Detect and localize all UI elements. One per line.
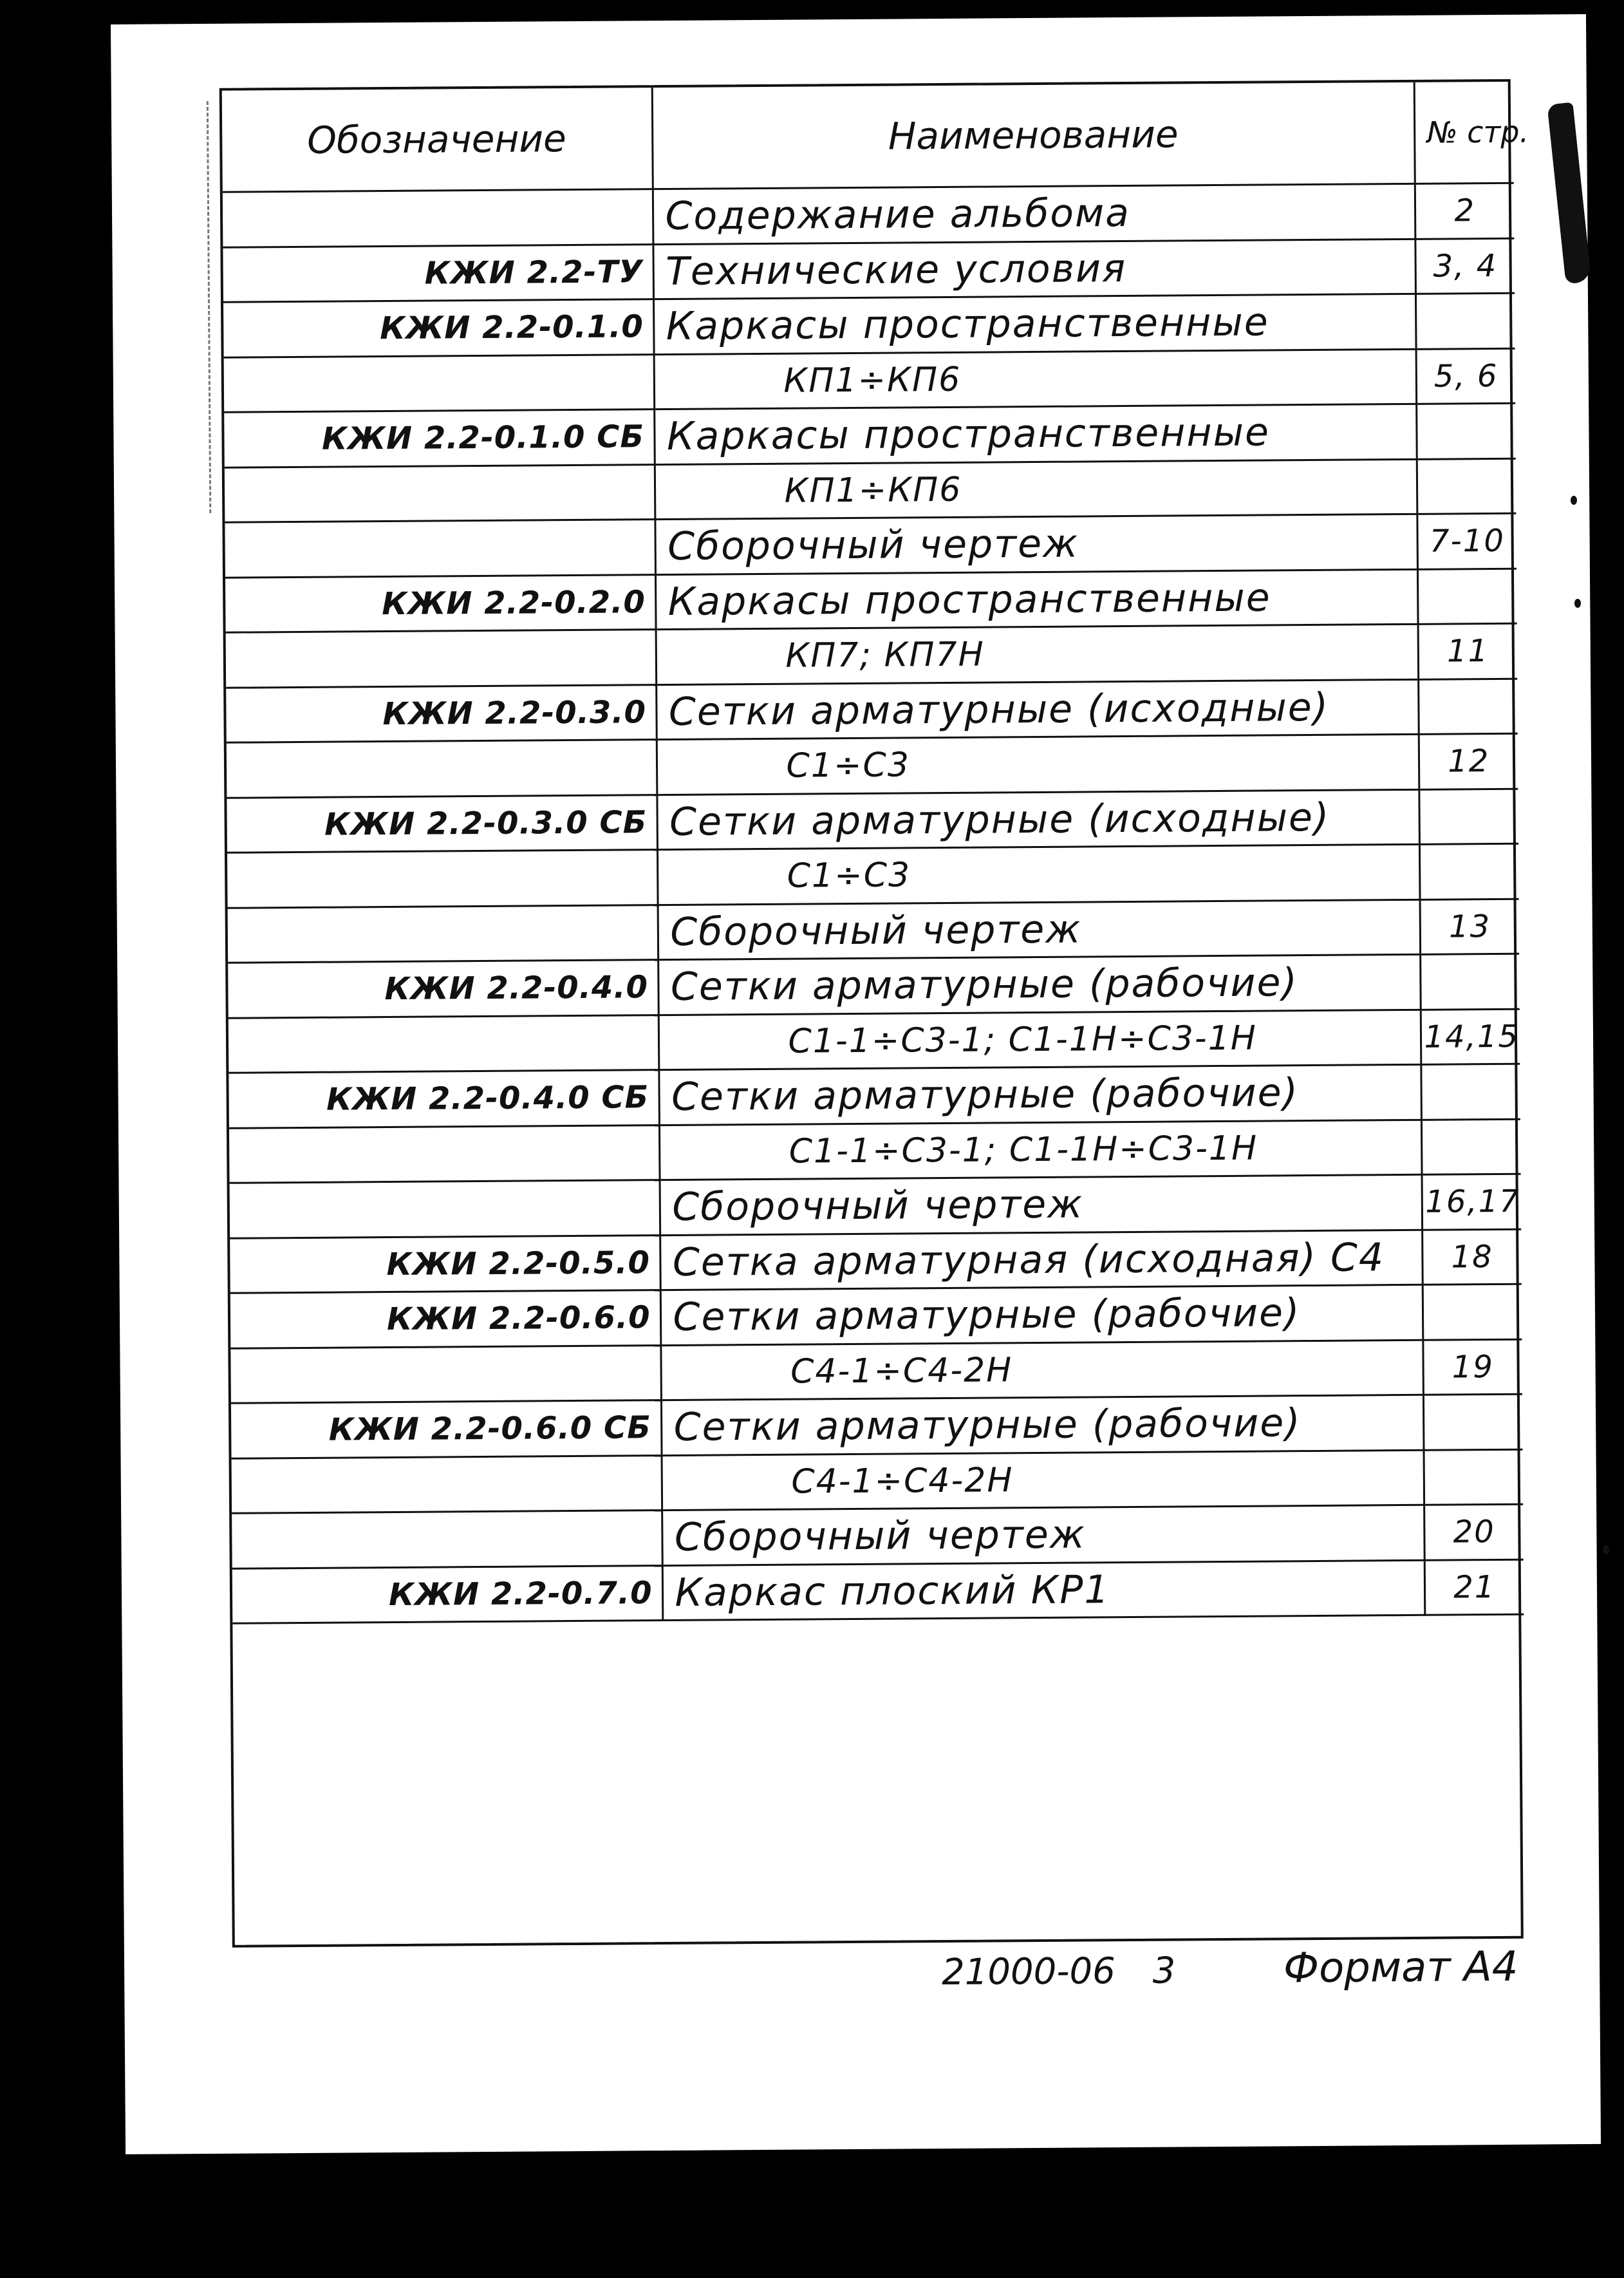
row-designation [223, 189, 653, 247]
row-name: Сетки арматурные (рабочие) [661, 1395, 1424, 1455]
table-row [230, 1229, 1522, 1294]
table-row [231, 1394, 1523, 1458]
paper-sheet [111, 14, 1601, 2154]
row-page [1421, 1064, 1520, 1120]
footer-sheet-number: 3 [1152, 1950, 1176, 1992]
row-designation [224, 354, 655, 412]
table-row [223, 183, 1515, 247]
row-name: Сборочный чертеж [662, 1505, 1424, 1565]
table-row [230, 1339, 1522, 1404]
row-name: С4-1÷С4-2Н [660, 1340, 1423, 1400]
table-row [228, 899, 1520, 963]
row-name: Технические условия [653, 239, 1415, 299]
row-designation: КЖИ 2.2-0.6.0 СБ [231, 1400, 662, 1458]
table-row [230, 1174, 1522, 1238]
row-page [1417, 569, 1517, 625]
row-name: Сетка арматурная (исходная) С4 [660, 1230, 1423, 1290]
row-name: Сборочный чертеж [658, 899, 1421, 960]
table-row [223, 293, 1515, 357]
row-designation [229, 1015, 659, 1073]
row-designation: КЖИ 2.2-0.1.0 [223, 299, 654, 357]
table-row [229, 1009, 1520, 1073]
row-designation [227, 850, 658, 908]
scan-dust-dot [1571, 496, 1577, 505]
scan-dust-dot [1603, 1545, 1609, 1554]
table-row [224, 348, 1516, 413]
row-page: 19 [1423, 1339, 1522, 1395]
table-row [229, 1064, 1520, 1128]
row-name: Каркасы пространственные [654, 404, 1417, 464]
table-row [230, 1284, 1522, 1348]
row-designation: КЖИ 2.2-0.4.0 СБ [229, 1070, 659, 1128]
table-row [232, 1449, 1524, 1514]
row-name: КП1÷КП6 [654, 349, 1417, 409]
table-row [229, 1119, 1521, 1183]
row-designation: КЖИ 2.2-0.3.0 [226, 684, 657, 742]
row-name: Сборочный чертеж [660, 1174, 1423, 1235]
row-page [1423, 1394, 1523, 1450]
row-page [1419, 789, 1518, 845]
table-row [226, 679, 1518, 743]
row-name: С1÷С3 [657, 844, 1420, 905]
row-name: Каркасы пространственные [655, 569, 1418, 630]
row-designation [226, 630, 657, 688]
row-name: КП1÷КП6 [655, 459, 1417, 520]
table-row [227, 789, 1518, 853]
row-page [1424, 1449, 1524, 1505]
row-page: 5, 6 [1416, 348, 1516, 404]
table-row [227, 733, 1518, 798]
row-page [1420, 954, 1520, 1010]
table-header-row [222, 82, 1514, 193]
row-designation: КЖИ 2.2-0.5.0 [230, 1235, 660, 1293]
table-row [232, 1559, 1524, 1624]
row-name: С1-1÷С3-1; С1-1Н÷С3-1Н [658, 1010, 1421, 1070]
row-designation [230, 1345, 661, 1403]
row-designation [228, 905, 658, 963]
row-designation [230, 1180, 660, 1238]
table-row [232, 1504, 1524, 1568]
header-page: № стр. [1414, 82, 1514, 184]
row-designation: КЖИ 2.2-0.1.0 СБ [224, 409, 655, 467]
row-page: 12 [1419, 733, 1518, 789]
table-row [225, 569, 1517, 633]
row-page: 7-10 [1417, 513, 1517, 569]
row-page [1418, 679, 1518, 735]
table-row [224, 403, 1516, 467]
header-designation: Обозначение [222, 88, 653, 192]
row-designation [232, 1511, 662, 1568]
row-name: С1÷С3 [657, 734, 1419, 795]
row-name: Сетки арматурные (исходные) [657, 789, 1419, 850]
row-page: 21 [1424, 1559, 1524, 1615]
row-designation: КЖИ 2.2-0.2.0 [225, 574, 656, 632]
row-designation: КЖИ 2.2-0.6.0 [230, 1290, 661, 1348]
row-name: Сборочный чертеж [655, 514, 1417, 574]
row-page [1419, 843, 1519, 899]
row-page [1416, 403, 1516, 459]
row-page: 14,15 [1421, 1009, 1520, 1065]
row-page: 3, 4 [1415, 238, 1515, 294]
row-page: 16,17 [1422, 1174, 1522, 1230]
row-designation: КЖИ 2.2-0.4.0 [228, 960, 658, 1018]
footer-format: Формат А4 [1283, 1943, 1518, 1993]
row-designation [232, 1455, 662, 1513]
row-name: Сетки арматурные (исходные) [656, 679, 1419, 740]
row-name: Сетки арматурные (рабочие) [658, 954, 1421, 1015]
row-designation: КЖИ 2.2-0.7.0 [232, 1565, 663, 1623]
table-row [225, 458, 1517, 523]
header-name: Наименование [652, 82, 1415, 189]
table-row [228, 954, 1520, 1018]
margin-marks [207, 101, 215, 513]
row-page [1423, 1284, 1522, 1340]
row-name: Сетки арматурные (рабочие) [658, 1064, 1421, 1125]
row-page: 2 [1415, 183, 1515, 239]
row-page [1421, 1119, 1521, 1175]
row-page: 18 [1422, 1229, 1522, 1285]
row-name: Каркасы пространственные [653, 294, 1416, 354]
drawing-frame [219, 79, 1529, 1948]
row-name: Сетки арматурные (рабочие) [660, 1285, 1423, 1345]
table-row [226, 623, 1518, 688]
row-name: Каркас плоский КР1 [662, 1560, 1425, 1621]
footer [942, 1943, 1518, 1995]
row-name: КП7; КП7Н [656, 624, 1419, 684]
row-designation [227, 740, 657, 798]
row-designation [229, 1125, 660, 1183]
table-row [223, 238, 1515, 303]
row-page: 11 [1418, 623, 1518, 679]
table-row [227, 843, 1519, 908]
scan-bottom-border [0, 2154, 1624, 2278]
row-designation: КЖИ 2.2-0.3.0 СБ [227, 795, 657, 852]
row-designation [225, 464, 655, 522]
row-designation [225, 520, 655, 578]
table-row [225, 513, 1517, 578]
footer-doc-number: 21000-06 [941, 1950, 1115, 1994]
contents-table-body [223, 183, 1524, 1623]
row-page: 13 [1420, 899, 1520, 955]
row-page: 20 [1424, 1504, 1524, 1560]
contents-table [222, 82, 1529, 1624]
scan-dust-dot [1574, 599, 1581, 608]
row-designation: КЖИ 2.2-ТУ [223, 244, 653, 302]
row-page [1417, 458, 1517, 514]
row-name: Содержание альбома [653, 184, 1415, 244]
row-page [1415, 293, 1515, 349]
row-name: С1-1÷С3-1; С1-1Н÷С3-1Н [659, 1120, 1422, 1180]
row-name: С4-1÷С4-2Н [662, 1450, 1424, 1511]
